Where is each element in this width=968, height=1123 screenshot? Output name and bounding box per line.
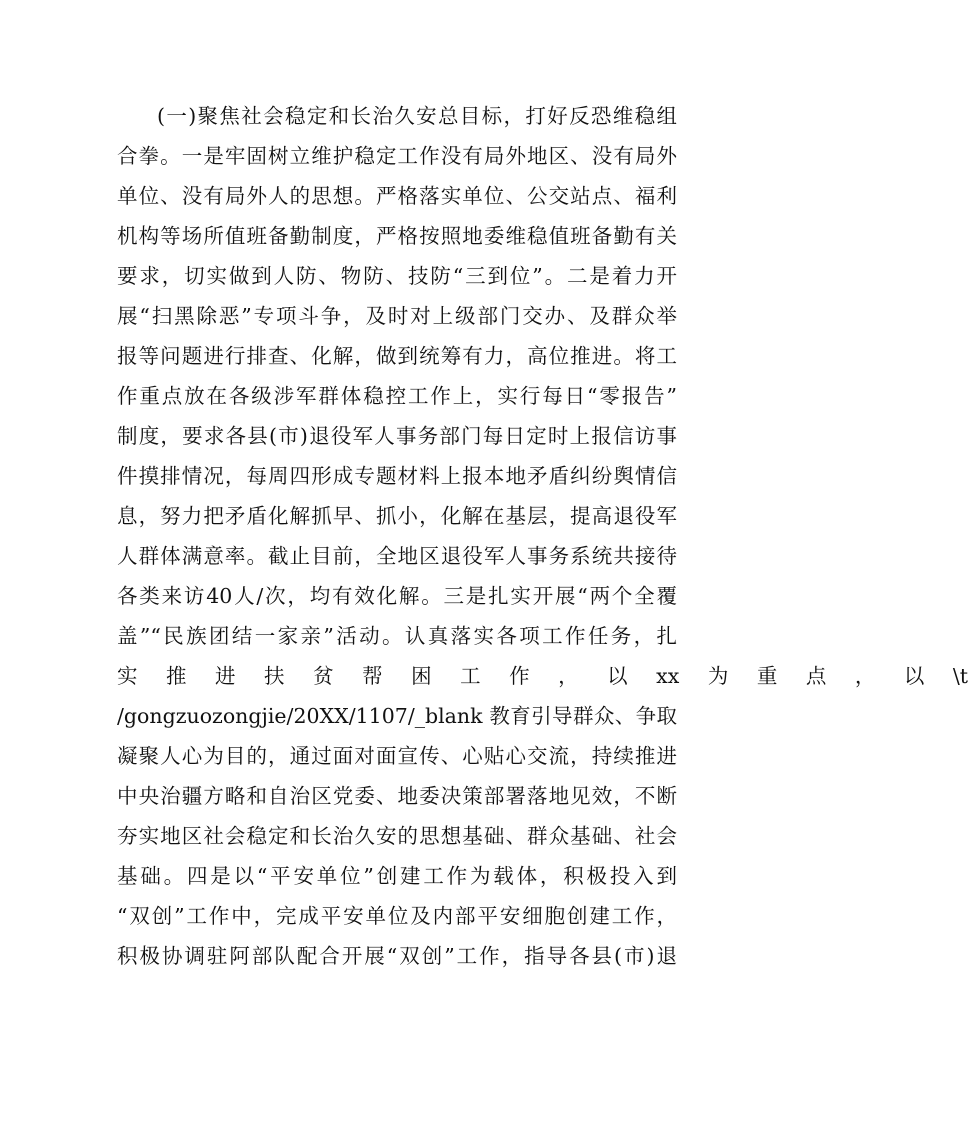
text-line: 报等问题进行排查、化解，做到统筹有力，高位推进。将工 <box>117 344 677 368</box>
text-line: 各类来访40人/次，均有效化解。三是扎实开展“两个全覆 <box>117 584 677 608</box>
text-line: 凝聚人心为目的，通过面对面宣传、心贴心交流，持续推进 <box>117 744 677 768</box>
text-line: 作重点放在各级涉军群体稳控工作上，实行每日“零报告” <box>117 384 677 408</box>
text-line: 合拳。一是牢固树立维护稳定工作没有局外地区、没有局外 <box>117 144 677 168</box>
text-line: “双创”工作中，完成平安单位及内部平安细胞创建工作， <box>117 904 677 928</box>
text-line: /gongzuozongjie/20XX/1107/_blank 教育引导群众、争取 <box>117 704 677 728</box>
text-line: 单位、没有局外人的思想。严格落实单位、公交站点、福利 <box>117 184 677 208</box>
text-line: 机构等场所值班备勤制度，严格按照地委维稳值班备勤有关 <box>117 224 677 248</box>
text-line: 盖”“民族团结一家亲”活动。认真落实各项工作任务，扎 <box>117 624 677 648</box>
text-line: 要求，切实做到人防、物防、技防“三到位”。二是着力开 <box>117 264 677 288</box>
text-line: (一)聚焦社会稳定和长治久安总目标，打好反恐维稳组 <box>157 104 677 128</box>
text-line: 展“扫黑除恶”专项斗争，及时对上级部门交办、及群众举 <box>117 304 677 328</box>
text-line: 息，努力把矛盾化解抓早、抓小，化解在基层，提高退役军 <box>117 504 677 528</box>
text-line: 件摸排情况，每周四形成专题材料上报本地矛盾纠纷舆情信 <box>117 464 677 488</box>
text-line: 夯实地区社会稳定和长治久安的思想基础、群众基础、社会 <box>117 824 677 848</box>
text-line: 中央治疆方略和自治区党委、地委决策部署落地见效，不断 <box>117 784 677 808</box>
text-line: 基础。四是以“平安单位”创建工作为载体，积极投入到 <box>117 864 677 888</box>
text-line: 积极协调驻阿部队配合开展“双创”工作，指导各县(市)退 <box>117 944 677 968</box>
text-line: 制度，要求各县(市)退役军人事务部门每日定时上报信访事 <box>117 424 677 448</box>
body-paragraph <box>117 96 968 976</box>
text-line: 人群体满意率。截止目前，全地区退役军人事务系统共接待 <box>117 544 677 568</box>
text-line: 实 推 进 扶 贫 帮 困 工 作 ， 以 xx 为 重 点 ， 以 \t <box>117 664 968 688</box>
